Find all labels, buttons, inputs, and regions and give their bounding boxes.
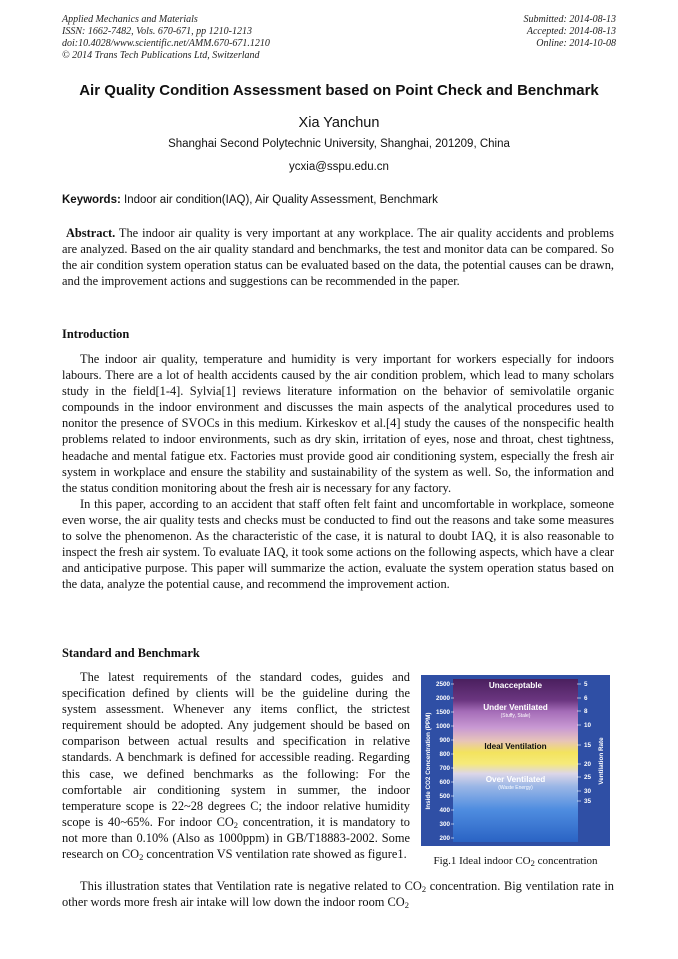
y2-tick-label: 6	[584, 695, 588, 703]
y-tick-label: 2500	[435, 681, 450, 689]
dates-header	[524, 14, 617, 50]
y2-tick-label: 25	[584, 774, 592, 782]
y-tick-label: 400	[439, 807, 450, 815]
band-label: Under Ventilated	[483, 703, 548, 712]
online-date: Online: 2014-10-08	[536, 38, 616, 49]
standard-paragraph-2: This illustration states that Ventilation rate is negative related to $CO_2$ concentration. Big ventilation rate in other words more fresh air intake will low down the indoor room $CO_2$	[62, 879, 614, 911]
introduction-body	[62, 351, 614, 592]
issn-line: ISSN: 1662-7482, Vols. 670-671, pp 1210-1213	[62, 26, 252, 37]
copyright-line: © 2014 Trans Tech Publications Ltd, Switzerland	[62, 50, 260, 61]
keywords-label: Keywords:	[62, 194, 121, 206]
abstract-text: The indoor air quality is very important at any workplace. The air quality accidents and problems are analyzed. Based on the air quality standard and benchmarks, the test and monitor data can be compared. So the air condition system operation status can be evaluated based on the data, the potential causes can be drawn, and the improvement actions and suggestions can be recommended in the paper.	[62, 226, 614, 289]
submitted-date: Submitted: 2014-08-13	[523, 14, 616, 25]
journal-header	[62, 14, 270, 62]
keywords-text: Indoor air condition(IAQ), Air Quality Assessment, Benchmark	[124, 194, 438, 206]
y2-tick-label: 10	[584, 722, 592, 730]
y2-tick-label: 15	[584, 742, 592, 750]
y-tick-label: 500	[439, 793, 450, 801]
y-tick-label: 900	[439, 737, 450, 745]
author-name: Xia Yanchun	[298, 115, 380, 131]
y2-tick-label: 8	[584, 708, 588, 716]
abstract-label: Abstract.	[65, 226, 116, 240]
band-label: Over Ventilated	[485, 775, 546, 784]
y2-tick-label: 35	[584, 798, 592, 806]
standard-heading: Standard and Benchmark	[62, 646, 200, 660]
band-label: Ideal Ventilation	[484, 742, 547, 751]
band-sublabel: (Stuffy, Stale)	[500, 713, 531, 719]
y2-tick-label: 5	[584, 681, 588, 689]
y-tick-label: 600	[439, 779, 450, 787]
figure-caption: Fig.1 Ideal indoor $CO_2$ concentration	[433, 855, 598, 868]
band-label: Unacceptable	[488, 681, 543, 690]
figure-y2-axis-label: Ventilation Rate	[598, 737, 605, 785]
introduction-heading: Introduction	[62, 327, 130, 341]
doi-line: doi:10.4028/www.scientific.net/AMM.670-671.1210	[62, 38, 270, 49]
abstract-block	[62, 225, 614, 289]
y2-tick-label: 20	[584, 761, 592, 769]
author-affiliation: Shanghai Second Polytechnic University, Shanghai, 201209, China	[168, 138, 510, 150]
intro-paragraph-1: The indoor air quality, temperature and humidity is very important for workers especially for indoors labours. There are a lot of health accidents caused by the air condition problem, which lead to many scholars study in the field[1-4]. Sylvia[1] reviews literature information on the behavior of semivolatile organic compounds in the indoor environment and discusses the main aspects of the analytical procedures used to nonitor the presence of SVOCs in this medium. Kirkeskov et al.[4] study the causes of the nonspecific health problems related to indoor environments, such as dry skin, irritation of eyes, nose and throat, chest tightness, headache and mental fatigue etx. Factories must provide good air conditioning system, especially the fresh air system in workplace and ensure the stability and sustainability of the system as well. So, the information and the status condition monitoring about the fresh air is necessary for any factory.	[62, 352, 614, 495]
co2-ventilation-figure	[421, 675, 610, 846]
y-tick-label: 300	[439, 821, 450, 829]
y-tick-label: 2000	[435, 695, 450, 703]
author-email: ycxia@sspu.edu.cn	[289, 161, 389, 173]
accepted-date: Accepted: 2014-08-13	[526, 26, 616, 37]
intro-paragraph-2: In this paper, according to an accident that staff often felt faint and uncomfortable in workplace, someone even worse, the air quality tests and checks must be conducted to find out the reasons and take some measures to solve the phenomenon. As the characteristic of the case, it is natural to doubt IAQ, it is also reasonable to inspect the fresh air system. To evaluate IAQ, it took some actions on the following aspects, which have a clear and anticipative purpose. This paper will summarize the action, evaluate the system operation status based on the data, analyze the potential cause, and recommend the improvement action.	[62, 496, 614, 592]
y-tick-label: 800	[439, 751, 450, 759]
band-sublabel: (Waste Energy)	[498, 785, 533, 791]
standard-paragraph-1: The latest requirements of the standard codes, guides and specification defined by clients will be the guideline during the system assessment. Whenever any items conflict, the strictest requirement should be adopted. Any judgement should be based on comparison between actual results and specification in relative standards. A benchmark is defined for accessible reading. Regarding this case, we defined benchmarks as the following: For the comfortable air conditioning system in summer, the indoor temperature scope is 22~28 degrees C; the indoor relative humidity scope is 40~65%. For indoor $CO_2$ concentration, it is mandatory to not more than 0.10% (Also as 1000ppm) in GB/T18883-2002. Some research on $CO_2$ concentration VS ventilation rate showed as figure1.	[62, 670, 410, 863]
keywords-line	[62, 194, 622, 206]
journal-name: Applied Mechanics and Materials	[62, 14, 198, 25]
y-tick-label: 1000	[435, 723, 450, 731]
figure-y-axis-label: Inside CO2 Concentration (PPM)	[425, 712, 432, 810]
y-tick-label: 1500	[435, 709, 450, 717]
y-tick-label: 200	[439, 835, 450, 843]
paper-title: Air Quality Condition Assessment based on Point Check and Benchmark	[79, 82, 599, 99]
y2-tick-label: 30	[584, 788, 592, 796]
y-tick-label: 700	[439, 765, 450, 773]
